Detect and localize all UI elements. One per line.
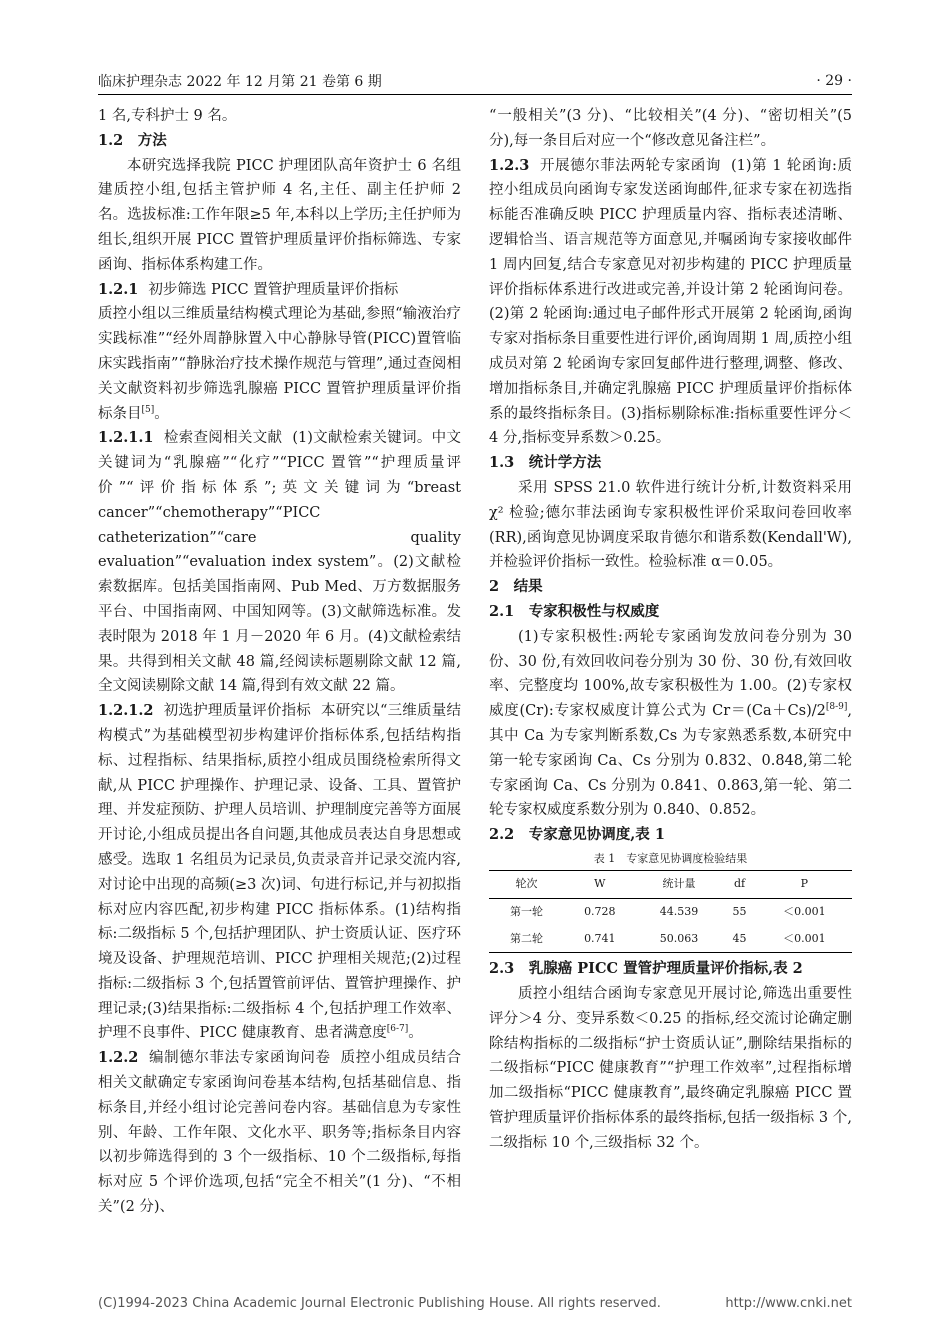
running-header <box>98 68 852 95</box>
section-number: 1.2.1.1 <box>98 429 154 447</box>
paragraph: (1)专家积极性:两轮专家函询发放问卷分别为 30 份、30 份,有效回收问卷分别为 30 份、30 份,有效回收率、完整度均 100%,故专家积极性为 1.00。(2)专家权威度(Cr):专家权威度计算公式为 Cr＝(Ca＋Cs)/2[8-9],其中 Ca 为专家判断系数,Cs 为专家熟悉系数,本研究中第一轮专家函询 Ca、Cs 分别为 0.832、0.848,第二轮专家函询 Ca、Cs 分别为 0.841、0.863,第一轮、第二轮专家权威度系数分别为 0.840、0.852。 <box>489 628 852 819</box>
table-cell: 0.741 <box>584 931 616 945</box>
section-heading-1-2: 1.2 方法 <box>98 131 167 149</box>
section-heading-1-3: 1.3 统计学方法 <box>489 454 602 472</box>
results-table <box>489 870 852 953</box>
section-heading-2-1: 2.1 专家积极性与权威度 <box>489 602 660 620</box>
table-row <box>489 898 852 925</box>
section-heading-2-3: 2.3 乳腺癌 PICC 置管护理质量评价指标,表 2 <box>489 960 803 978</box>
table-cell: 第二轮 <box>509 931 543 945</box>
section-number: 1.2.3 <box>489 156 530 174</box>
footer-url: http://www.cnki.net <box>725 1296 852 1311</box>
paragraph: 质控小组结合函询专家意见开展讨论,筛选出重要性评分＞4 分、变异系数＜0.25 的指标,经交流讨论确定删除结构指标的二级指标“护士资质认证”,删除结果指标的二级指标“PICC 健康教育”“护理工作效率”,过程指标增加二级指标“PICC 健康教育”,最终确定乳腺癌 PICC 置管护理质量评价指标体系的最终指标,包括一级指标 3 个,二级指标 10 个,三级指标 32 个。 <box>489 986 852 1151</box>
paragraph: “一般相关”(3 分)、“比较相关”(4 分)、“密切相关”(5 分),每一条目后对应一个“修改意见备注栏”。 <box>489 108 852 149</box>
table-row <box>489 926 852 953</box>
table-header-row <box>489 870 852 898</box>
table-cell: ＜0.001 <box>783 931 826 945</box>
right-column <box>489 104 852 1156</box>
table-header-cell: df <box>722 870 756 898</box>
section-1-2-1-2: 1.2.1.2 初选护理质量评价指标 本研究以“三维质量结构模式”为基础模型初步构建评价指标体系,包括结构指标、过程指标、结果指标,质控小组成员围绕检索所得文献,从 PICC 护理操作、护理记录、设备、工具、置管护理、并发症预防、护理人员培训、护理制度完善等方面展开讨论,小组成员提出各自问题,其他成员表达自身思想或感受。选取 1 名组员为记录员,负责录音并记录交流内容,对讨论中出现的高频(≥3 次)词、句进行标记,并与初拟指标对应内容匹配,初步构建 PICC 指标体系。(1)结构指标:二级指标 5 个,包括护理团队、护士资质认证、医疗环境及设备、护理规范培训、PICC 护理相关规范;(2)过程指标:二级指标 3 个,包括置管前评估、置管护理操作、护理记录;(3)结果指标:二级指标 4 个,包括护理工作效率、护理不良事件、PICC 健康教育、患者满意度[6-7]。 <box>98 702 461 1042</box>
page-number: · 29 · <box>816 73 852 89</box>
citation: [5] <box>141 404 155 415</box>
section-1-2-1-1 <box>98 426 461 699</box>
section-title: 初步筛选 PICC 置管护理质量评价指标 <box>148 281 399 298</box>
copyright-text: (C)1994-2023 China Academic Journal Electronic Publishing House. All rights reserved. <box>98 1296 661 1311</box>
table-cell: 第一轮 <box>509 904 543 918</box>
citation: [6-7] <box>386 1024 409 1035</box>
section-1-2-1 <box>98 278 461 303</box>
table-cell: ＜0.001 <box>783 904 826 918</box>
paragraph: 本研究选择我院 PICC 护理团队高年资护士 6 名组建质控小组,包括主管护师 4 名,主任、副主任护师 2 名。选拔标准:工作年限≥5 年,本科以上学历;主任护师为组长,组织开展 PICC 置管护理质量评价指标筛选、专家函询、指标体系构建工作。 <box>98 157 461 273</box>
section-text: 本研究以“三维质量结构模式”为基础模型初步构建评价指标体系,包括结构指标、过程指标、结果指标,质控小组成员围绕检索所得文献,从 PICC 护理操作、护理记录、设备、工具、置管护理、并发症预防、护理人员培训、护理制度完善等方面展开讨论,小组成员提出各自问题,其他成员表达自身思想或感受。选取 1 名组员为记录员,负责录音并记录交流内容,对讨论中出现的高频(≥3 次)词、句进行标记,并与初拟指标对应内容匹配,初步构建 PICC 指标体系。(1)结构指标:二级指标 5 个,包括护理团队、护士资质认证、医疗环境及设备、护理规范培训、PICC 护理相关规范;(2)过程指标:二级指标 3 个,包括置管前评估、置管护理操作、护理记录;(3)结果指标:二级指标 4 个,包括护理工作效率、护理不良事件、PICC 健康教育、患者满意度 <box>98 703 461 1042</box>
journal-title: 临床护理杂志 2022 年 12 月第 21 卷第 6 期 <box>98 74 382 90</box>
section-number: 1.2.1.2 <box>98 702 154 720</box>
section-number: 1.2.1 <box>98 280 139 298</box>
section-title: 开展德尔菲法两轮专家函询 <box>539 157 721 174</box>
copyright-footer <box>98 1296 852 1311</box>
table-header-cell: 轮次 <box>489 870 564 898</box>
table-cell: 44.539 <box>659 904 699 918</box>
paragraph: 质控小组以三维质量结构模式理论为基础,参照“输液治疗实践标准”“经外周静脉置入中心静脉导管(PICC)置管临床实践指南”“静脉治疗技术操作规范与管理”,通过查阅相关文献资料初步筛选乳腺癌 PICC 置管护理质量评价指标条目[5]。 <box>98 306 461 422</box>
section-heading-2: 2 结果 <box>489 578 543 596</box>
section-1-2-2 <box>98 1046 461 1220</box>
section-text: (1)第 1 轮函询:质控小组成员向函询专家发送函询邮件,征求专家在初选指标能否准确反映 PICC 护理质量内容、指标表述清晰、逻辑恰当、语言规范等方面意见,并嘱函询专家接收邮件 1 周内回复,结合专家意见对初步构建的 PICC 护理质量评价指标体系进行改进或完善,并设计第 2 轮函询问卷。(2)第 2 轮函询:通过电子邮件形式开展第 2 轮函询,函询专家对指标条目重要性进行评价,函询周期 1 周,质控小组成员对第 2 轮函询专家回复邮件进行整理,调整、修改、增加指标条目,并确定乳腺癌 PICC 护理质量评价指标体系的最终指标条目。(3)指标剔除标准:指标重要性评分＜4 分,指标变异系数＞0.25。 <box>489 157 853 447</box>
table-header-cell: 统计量 <box>636 870 723 898</box>
paragraph: 采用 SPSS 21.0 软件进行统计分析,计数资料采用 χ² 检验;德尔菲法函询专家积极性评价采取问卷回收率(RR),函询意见协调度采取肯德尔和谐系数(Kendall'W),并检验评价指标一致性。检验标准 α＝0.05。 <box>489 479 852 571</box>
table-cell: 50.063 <box>659 931 699 945</box>
section-title: 初选护理质量评价指标 <box>163 703 312 720</box>
table-cell: 0.728 <box>584 904 616 918</box>
table-cell: 45 <box>732 931 747 945</box>
citation: [8-9] <box>825 702 848 713</box>
table-caption: 表 1 专家意见协调度检验结果 <box>593 851 748 865</box>
left-column <box>98 104 461 1220</box>
section-number: 1.2.2 <box>98 1049 139 1067</box>
section-text: (1)文献检索关键词。中文关键词为“乳腺癌”“化疗”“PICC 置管”“护理质量评价”“评价指标体系”;英文关键词为“breast cancer”“chemotherapy”“PICC catheterization”“care quality evaluation”“evaluation index system”。(2)文献检索数据库。包括美国指南网、Pub Med、万方数据服务平台、中国指南网、中国知网等。(3)文献筛选标准。发表时限为 2018 年 1 月－2020 年 6 月。(4)文献检索结果。共得到相关文献 48 篇,经阅读标题剔除文献 12 篇,全文阅读剔除文献 14 篇,得到有效文献 22 篇。 <box>98 430 461 695</box>
table-header-cell: P <box>757 870 852 898</box>
section-title: 检索查阅相关文献 <box>163 430 283 447</box>
paragraph: 1 名,专科护士 9 名。 <box>98 108 237 124</box>
table-cell: 55 <box>732 904 747 918</box>
table-header-cell: W <box>564 870 636 898</box>
section-heading-2-2: 2.2 专家意见协调度,表 1 <box>489 826 665 844</box>
section-1-2-3 <box>489 154 852 452</box>
section-text: 质控小组成员结合相关文献确定专家函询问卷基本结构,包括基础信息、指标条目,并经小组讨论完善问卷内容。基础信息为专家性别、年龄、工作年限、文化水平、职务等;指标条目内容以初步筛选得到的 3 个一级指标、10 个二级指标,每指标对应 5 个评价选项,包括“完全不相关”(1 分)、“不相关”(2 分)、 <box>98 1050 462 1216</box>
section-title: 编制德尔菲法专家函询问卷 <box>148 1050 331 1067</box>
